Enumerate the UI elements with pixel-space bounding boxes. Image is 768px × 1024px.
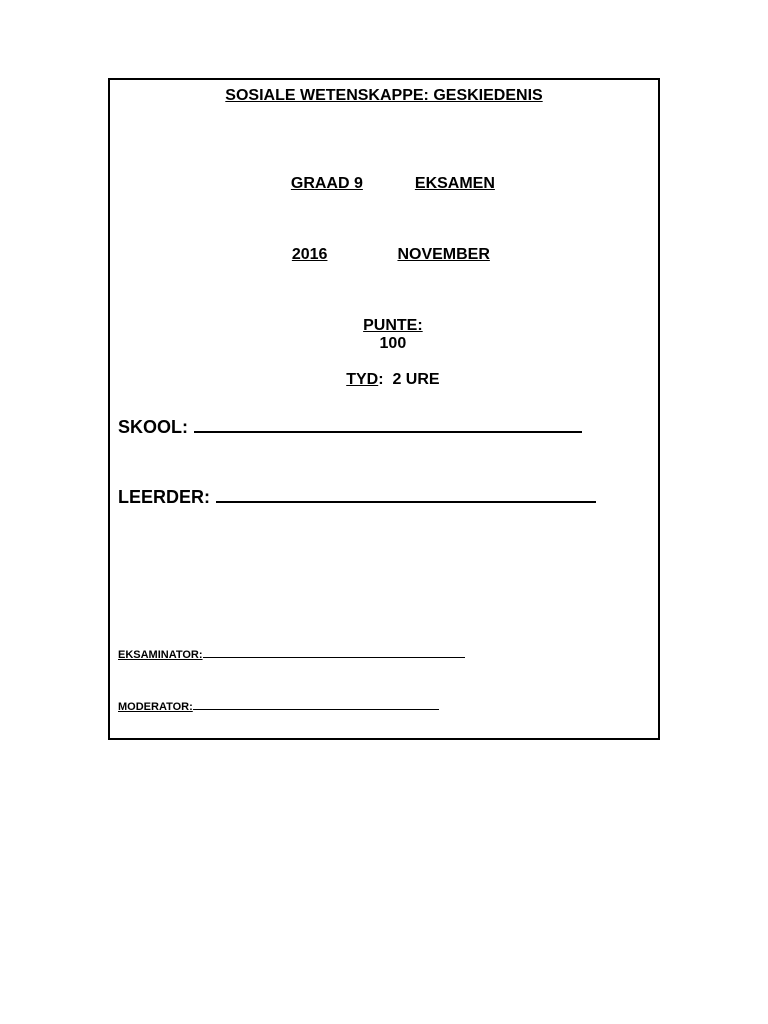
- subject-title: SOSIALE WETENSKAPPE: GESKIEDENIS: [225, 87, 543, 104]
- school-label: SKOOL:: [118, 417, 188, 437]
- examiner-field[interactable]: [118, 649, 465, 661]
- marks-time-line: [110, 299, 658, 407]
- school-blank-line[interactable]: [194, 430, 582, 433]
- learner-label: LEERDER:: [118, 487, 211, 507]
- year-month-line: [110, 228, 658, 282]
- school-field[interactable]: [118, 417, 582, 438]
- moderator-label: MODERATOR:: [118, 701, 193, 713]
- examiner-blank-line[interactable]: [203, 656, 465, 658]
- grade-exam-line: [110, 157, 658, 211]
- grade-text: GRAAD 9 EKSAMEN: [290, 175, 495, 192]
- moderator-field[interactable]: [118, 701, 439, 713]
- learner-blank-line[interactable]: [216, 500, 596, 503]
- moderator-blank-line[interactable]: [193, 708, 439, 710]
- learner-field[interactable]: [118, 487, 596, 508]
- marks-value: 100: [379, 335, 407, 352]
- exam-cover-box: [108, 78, 660, 740]
- date-text: 2016 NOVEMBER: [291, 246, 490, 263]
- time-value: : 2 URE: [378, 371, 440, 388]
- time-label: TYD: [346, 371, 379, 388]
- examiner-label: EKSAMINATOR:: [118, 649, 203, 661]
- marks-label: PUNTE:: [363, 317, 423, 334]
